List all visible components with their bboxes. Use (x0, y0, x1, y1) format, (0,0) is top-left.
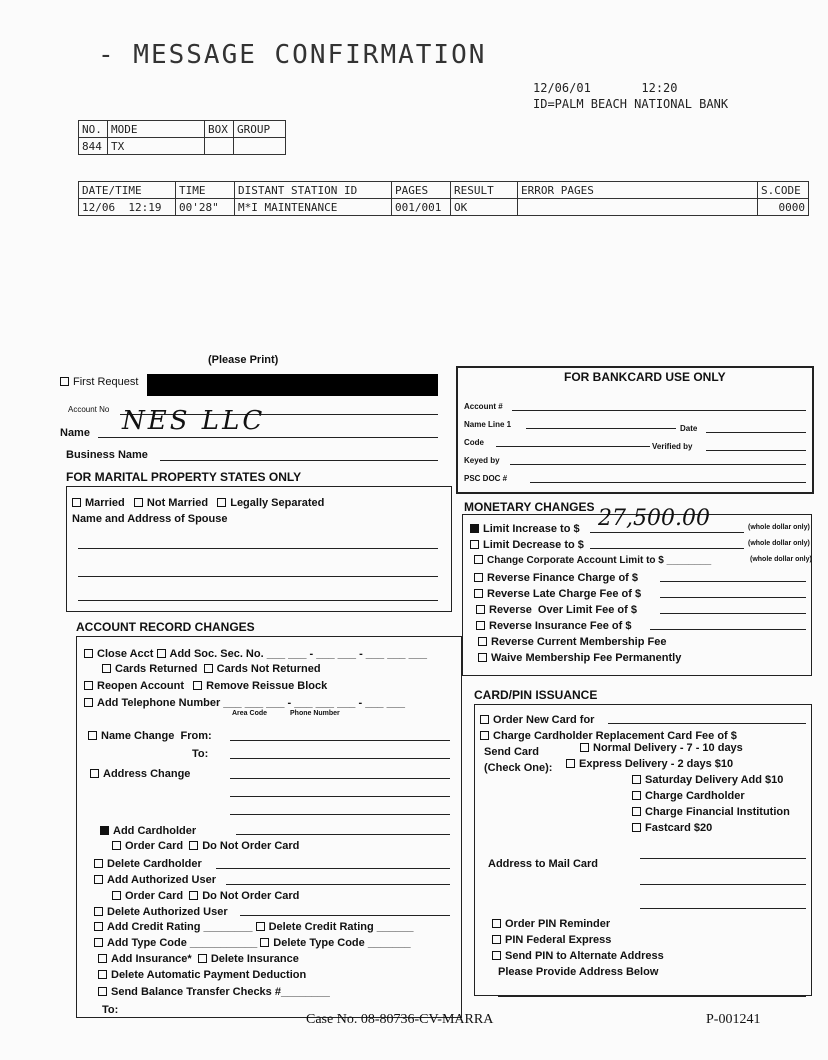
table-header: PAGES (392, 182, 451, 199)
waive-membership-row: Waive Membership Fee Permanently (478, 652, 681, 664)
to-label: To: (192, 748, 209, 760)
table-header: DATE/TIME (79, 182, 176, 199)
add-authorized-row: Add Authorized User (94, 874, 216, 886)
checkbox-icon (94, 938, 103, 947)
mail-line (640, 858, 806, 859)
fastcard-row: Fastcard $20 (632, 822, 712, 834)
business-name-label: Business Name (66, 449, 148, 461)
checkbox-icon (84, 698, 93, 707)
table-cell: 0000 (758, 199, 809, 216)
checkbox-icon (476, 621, 485, 630)
limit-decrease-row: Limit Decrease to $ (470, 539, 584, 551)
name-label: Name (60, 427, 90, 439)
rev-late-line (660, 597, 806, 598)
spouse-line (78, 548, 438, 549)
checkbox-icon (217, 498, 226, 507)
account-line (512, 410, 806, 411)
marital-options: Married Not Married Legally Separated (72, 497, 324, 509)
phone-number-label: Phone Number (290, 710, 340, 717)
rev-late-row: Reverse Late Charge Fee of $ (474, 588, 641, 600)
checkbox-icon (480, 715, 489, 724)
charge-cardholder-row: Charge Cardholder (632, 790, 745, 802)
send-balance-row: Send Balance Transfer Checks #________ (98, 986, 330, 998)
checkbox-icon (470, 540, 479, 549)
table-header: ERROR PAGES (518, 182, 758, 199)
table-header: DISTANT STATION ID (235, 182, 392, 199)
rev-membership-row: Reverse Current Membership Fee (478, 636, 666, 648)
provide-address-label: Please Provide Address Below (498, 966, 659, 978)
table-cell: TX (108, 138, 205, 155)
charge-fi-row: Charge Financial Institution (632, 806, 790, 818)
close-acct-row: Close Acct Add Soc. Sec. No. ___ ___ - ___ ___ - ___ ___ ___ (84, 648, 427, 660)
whole-dollar-note: (whole dollar only) (748, 524, 810, 531)
business-name-line (160, 460, 438, 461)
checkbox-icon (98, 987, 107, 996)
checkbox-icon (90, 769, 99, 778)
checkbox-icon (157, 649, 166, 658)
checkbox-icon (134, 498, 143, 507)
checkbox-icon (193, 681, 202, 690)
checkbox-icon (94, 907, 103, 916)
checkbox-icon (632, 807, 641, 816)
order-new-row: Order New Card for (480, 714, 594, 726)
send-card-label: Send Card (484, 746, 540, 758)
checkbox-icon (94, 922, 103, 931)
psc-line (530, 482, 806, 483)
delete-cardholder-line (216, 868, 450, 869)
address-line (230, 814, 450, 815)
address-line (230, 778, 450, 779)
express-delivery-row: Express Delivery - 2 days $10 (566, 758, 733, 770)
address-line (230, 796, 450, 797)
account-record-title: ACCOUNT RECORD CHANGES (76, 620, 255, 634)
fax-title: - MESSAGE CONFIRMATION (98, 40, 487, 70)
corporate-row: Change Corporate Account Limit to $ ________ (474, 555, 711, 566)
page-id: P-001241 (706, 1012, 761, 1027)
limit-increase-value: 27,500.00 (598, 506, 710, 531)
checkbox-icon (204, 664, 213, 673)
checkbox-icon (478, 637, 487, 646)
rev-overlimit-row: Reverse Over Limit Fee of $ (476, 604, 637, 616)
insurance-row: Add Insurance* Delete Insurance (98, 953, 299, 965)
table-header: MODE (108, 121, 205, 138)
table-cell: 12/06 12:19 (79, 199, 176, 216)
bankcard-title: FOR BANKCARD USE ONLY (564, 370, 726, 384)
table-cell (205, 138, 234, 155)
checkbox-icon (94, 875, 103, 884)
code-line (496, 446, 650, 447)
reopen-row: Reopen Account Remove Reissue Block (84, 680, 327, 692)
verified-line (706, 450, 806, 451)
case-number: Case No. 08-80736-CV-MARRA (306, 1012, 494, 1027)
first-request: First Request (60, 376, 138, 388)
bankcard-box (456, 366, 814, 494)
code-label: Code (464, 438, 484, 447)
checkbox-icon (84, 649, 93, 658)
checkbox-icon (474, 589, 483, 598)
add-authorized-line (226, 884, 450, 885)
redaction-bar (147, 374, 438, 396)
checkbox-icon (580, 743, 589, 752)
to-cut-label: To: (102, 1004, 119, 1016)
delete-authorized-line (240, 915, 450, 916)
whole-dollar-note: (whole dollar only) (750, 556, 812, 563)
table-header: GROUP (234, 121, 286, 138)
checkbox-icon (632, 791, 641, 800)
table-header: RESULT (451, 182, 518, 199)
table-cell: 844 (79, 138, 108, 155)
spouse-line (78, 600, 438, 601)
credit-rating-row: Add Credit Rating ________ Delete Credit Rating ______ (94, 921, 413, 933)
date-label: Date (680, 424, 698, 433)
fax-date-time: 12/06/01 12:20 (533, 81, 678, 95)
checkbox-icon (476, 605, 485, 614)
delete-authorized-row: Delete Authorized User (94, 906, 228, 918)
to-line (230, 758, 450, 759)
limit-increase-line (590, 532, 744, 533)
keyed-line (510, 464, 806, 465)
checkbox-icon (492, 935, 501, 944)
fax-result-table (78, 181, 809, 216)
marital-title: FOR MARITAL PROPERTY STATES ONLY (66, 470, 302, 484)
fax-id: ID=PALM BEACH NATIONAL BANK (533, 97, 729, 111)
rev-insurance-row: Reverse Insurance Fee of $ (476, 620, 631, 632)
name-value: NES LLC (122, 406, 266, 436)
charge-replacement-row: Charge Cardholder Replacement Card Fee of $ (480, 730, 737, 742)
checkbox-icon (632, 823, 641, 832)
saturday-row: Saturday Delivery Add $10 (632, 774, 783, 786)
spouse-line (78, 576, 438, 577)
checkbox-icon (474, 573, 483, 582)
date-line (706, 432, 806, 433)
checkbox-icon (60, 377, 69, 386)
cards-returned-row: Cards Returned Cards Not Returned (102, 663, 321, 675)
table-header: TIME (176, 182, 235, 199)
checkbox-icon (189, 891, 198, 900)
checkbox-icon (492, 919, 501, 928)
fax-header-info (533, 80, 728, 112)
table-cell: M*I MAINTENANCE (235, 199, 392, 216)
checkbox-icon (98, 970, 107, 979)
checkbox-icon (94, 859, 103, 868)
table-header: BOX (205, 121, 234, 138)
address-change-row: Address Change (90, 768, 190, 780)
checkbox-icon (98, 954, 107, 963)
table-header: S.CODE (758, 182, 809, 199)
account-no-label: Account No (68, 405, 110, 414)
please-print: (Please Print) (208, 354, 279, 366)
checkbox-icon (260, 938, 269, 947)
account-label: Account # (464, 402, 503, 411)
checkbox-icon (88, 731, 97, 740)
order-new-line (608, 723, 806, 724)
checkbox-icon (84, 681, 93, 690)
checkbox-icon (480, 731, 489, 740)
address-mail-label: Address to Mail Card (488, 858, 599, 870)
table-header: NO. (79, 121, 108, 138)
cardholder-line (236, 834, 450, 835)
card-pin-title: CARD/PIN ISSUANCE (474, 688, 598, 702)
limit-increase-row: Limit Increase to $ (470, 523, 580, 535)
table-cell: 001/001 (392, 199, 451, 216)
name-line-line (526, 428, 676, 429)
table-cell (234, 138, 286, 155)
name-line (98, 437, 438, 438)
checkbox-icon (100, 826, 109, 835)
mail-line (640, 908, 806, 909)
send-pin-row: Send PIN to Alternate Address (492, 950, 664, 962)
psc-label: PSC DOC # (464, 474, 508, 483)
checkbox-icon (112, 891, 121, 900)
rev-overlimit-line (660, 613, 806, 614)
rev-insurance-line (650, 629, 806, 630)
rev-finance-line (660, 581, 806, 582)
normal-delivery-row: Normal Delivery - 7 - 10 days (580, 742, 743, 754)
monetary-title: MONETARY CHANGES (464, 500, 595, 514)
whole-dollar-note: (whole dollar only) (748, 540, 810, 547)
pin-address-line (498, 996, 806, 997)
checkbox-icon (198, 954, 207, 963)
verified-by-label: Verified by (652, 442, 693, 451)
from-line (230, 740, 450, 741)
checkbox-icon (189, 841, 198, 850)
table-cell: 00'28" (176, 199, 235, 216)
table-cell (518, 199, 758, 216)
order-card-row: Order Card Do Not Order Card (112, 840, 299, 852)
add-phone-row: Add Telephone Number ___ ___ ___ - ___ ___ ___ - ___ ___ (84, 697, 405, 709)
delete-auto-row: Delete Automatic Payment Deduction (98, 969, 306, 981)
order-card-row: Order Card Do Not Order Card (112, 890, 299, 902)
check-one-label: (Check One): (484, 762, 553, 774)
name-change-row: Name Change From: (88, 730, 212, 742)
fax-mode-table (78, 120, 286, 155)
pin-fedex-row: PIN Federal Express (492, 934, 611, 946)
order-pin-row: Order PIN Reminder (492, 918, 610, 930)
name-line-label: Name Line 1 (464, 420, 512, 429)
checkbox-icon (632, 775, 641, 784)
spouse-label: Name and Address of Spouse (72, 513, 228, 525)
checkbox-icon (72, 498, 81, 507)
table-cell: OK (451, 199, 518, 216)
mail-line (640, 884, 806, 885)
add-cardholder-row: Add Cardholder (100, 825, 196, 837)
area-code-label: Area Code (232, 710, 268, 717)
checkbox-icon (566, 759, 575, 768)
limit-decrease-line (590, 548, 744, 549)
checkbox-icon (478, 653, 487, 662)
delete-cardholder-row: Delete Cardholder (94, 858, 202, 870)
checkbox-icon (474, 555, 483, 564)
checked-box-icon (470, 524, 479, 533)
rev-finance-row: Reverse Finance Charge of $ (474, 572, 638, 584)
checkbox-icon (102, 664, 111, 673)
checkbox-icon (256, 922, 265, 931)
checkbox-icon (112, 841, 121, 850)
type-code-row: Add Type Code ___________ Delete Type Code _______ (94, 937, 411, 949)
keyed-by-label: Keyed by (464, 456, 500, 465)
checkbox-icon (492, 951, 501, 960)
